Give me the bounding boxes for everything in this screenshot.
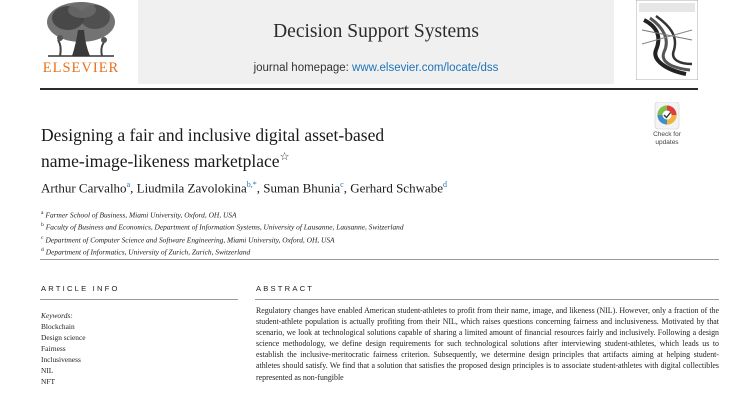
author-separator: ,: [256, 180, 264, 196]
author-separator: ,: [343, 180, 351, 196]
author-name[interactable]: Liudmila Zavolokina: [136, 180, 247, 196]
author-list: [41, 180, 701, 196]
affiliation-mark: a: [41, 210, 44, 216]
keywords-list: [41, 321, 86, 387]
affiliation-item: [41, 220, 701, 232]
affiliation-mark: b: [41, 222, 44, 229]
author-affiliation-mark[interactable]: d: [443, 180, 447, 189]
affiliation-list: [41, 208, 701, 258]
abstract-text: Regulatory changes have enabled American student-athletes to profit from their name, image, and likeness (NIL). However, only a fraction of the student-athlete population is actually profiting from their NIL, which raises questions concerning fairness and inclusiveness. Motivated by that scenario, we look at technological solutions capable of sharing a limited amount of financial resources fairly and inclusively. Following a design science methodology, we define design requirements for such technological solutions after interviewing student-athletes, which leads us to establish the inclusive-meritocratic fairness criterion. Subsequently, we determine design principles that artifacts aiming at helping student-athletes should satisfy. We find that a solution that satisfies the proposed design principles is to associate student-athletes with digital collectibles represented as non-fungible: [256, 306, 719, 382]
affiliation-text: Farmer School of Business, Miami University, Oxford, OH, USA: [45, 210, 237, 220]
crossmark-line-2: updates: [655, 138, 679, 146]
keyword-item: NIL: [41, 366, 54, 375]
keywords-label: Keywords:: [41, 311, 73, 320]
keyword-item: NFT: [41, 377, 55, 386]
title-footnote-star[interactable]: ☆: [279, 151, 290, 163]
homepage-link[interactable]: www.elsevier.com/locate/dss: [352, 62, 499, 74]
homepage-label: journal homepage:: [253, 62, 349, 74]
journal-cover-thumbnail[interactable]: [636, 0, 698, 80]
article-title: [41, 124, 561, 172]
author-affiliation-mark[interactable]: b,*: [246, 180, 257, 189]
journal-title[interactable]: Decision Support Systems: [273, 21, 479, 42]
author-affiliation-mark[interactable]: a: [126, 180, 131, 189]
affiliation-text: Faculty of Business and Economics, Department of Information Systems, University of Lausanne, Lausanne, Switzerland: [45, 222, 404, 232]
elsevier-logo[interactable]: [40, 0, 122, 78]
abstract-rule: [255, 299, 719, 300]
author-name[interactable]: Suman Bhunia: [263, 180, 341, 196]
affiliation-text: Department of Informatics, University of Zurich, Zurich, Switzerland: [45, 247, 251, 257]
keyword-item: Blockchain: [41, 322, 75, 331]
journal-homepage: [138, 62, 614, 74]
header-rule: [40, 88, 698, 90]
author-separator: ,: [130, 180, 137, 196]
affiliation-mark: c: [41, 234, 44, 241]
publisher-wordmark: ELSEVIER: [42, 60, 120, 76]
author-name[interactable]: Gerhard Schwabe: [350, 180, 443, 196]
affiliation-text: Department of Computer Science and Software Engineering, Miami University, Oxford, OH, USA: [45, 235, 335, 245]
affiliation-mark: d: [41, 247, 44, 254]
crossmark-line-1: Check for: [653, 131, 681, 138]
tree-logo-icon: [40, 0, 122, 60]
article-info-heading: ARTICLE INFO: [41, 284, 120, 293]
article-info-rule: [40, 299, 238, 300]
keyword-item: Design science: [41, 333, 86, 342]
author-affiliation-mark[interactable]: c: [340, 180, 344, 189]
section-divider: [40, 259, 719, 260]
journal-header: [0, 0, 735, 88]
keyword-item: Inclusiveness: [41, 355, 81, 364]
affiliation-item: [41, 245, 701, 257]
check-for-updates-badge[interactable]: [648, 102, 686, 152]
keyword-item: Fairness: [41, 344, 66, 353]
title-line-1: Designing a fair and inclusive digital asset-based: [41, 125, 385, 145]
journal-banner: [138, 0, 614, 84]
abstract-heading: ABSTRACT: [256, 284, 315, 293]
crossmark-label: [648, 131, 686, 146]
affiliation-item: [41, 233, 701, 245]
title-line-2: name-image-likeness marketplace: [41, 150, 280, 171]
author-name[interactable]: Arthur Carvalho: [41, 180, 127, 196]
crossmark-icon: [648, 102, 686, 130]
affiliation-item: [41, 208, 701, 220]
